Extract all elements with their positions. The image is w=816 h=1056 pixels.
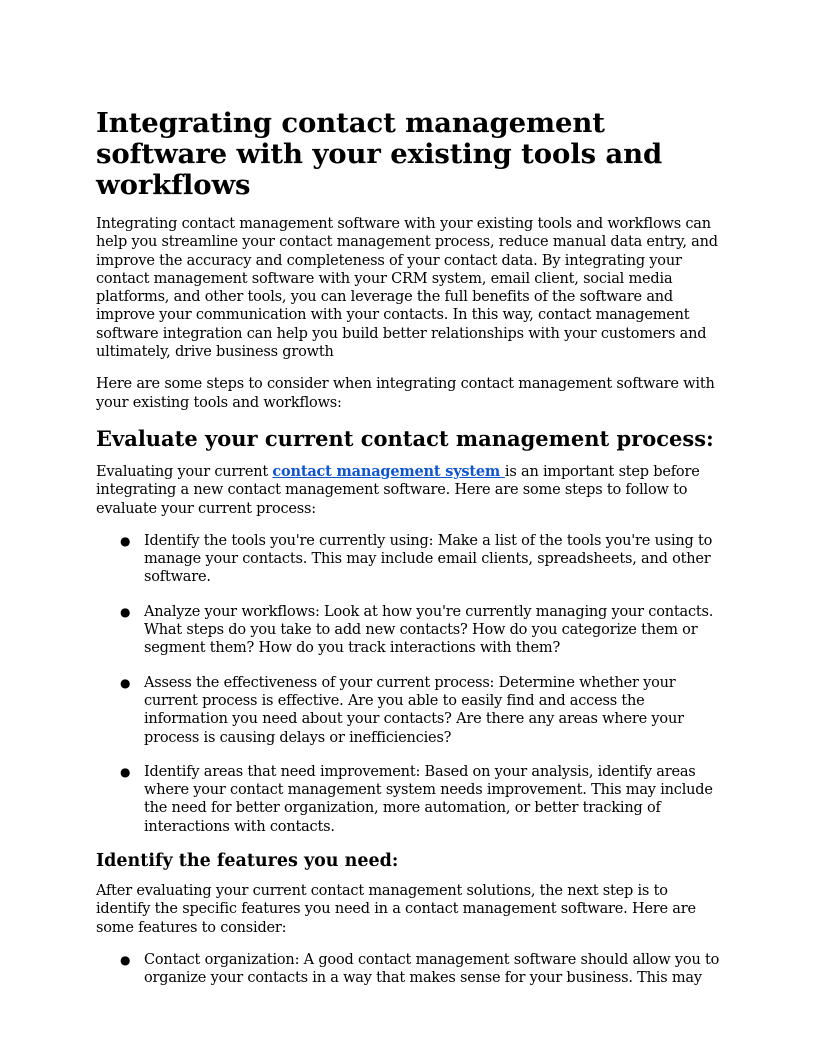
bullet-icon: ● [120, 533, 131, 548]
bullet-icon: ● [120, 604, 131, 619]
steps-intro-paragraph: Here are some steps to consider when integrating contact management software with your existing tools and workflows: [96, 376, 715, 411]
list-item [96, 951, 720, 988]
section-heading-evaluate: Evaluate your current contact management process: [96, 425, 714, 451]
section-heading-features: Identify the features you need: [96, 851, 399, 872]
list-item-text: Assess the effectiveness of your current process: Determine whether your current process is effective. Are you able to easily find and access the information you need about your contacts? Are there any areas where your process is causing delays or inefficiencies? [144, 674, 684, 746]
list-item [96, 603, 720, 658]
list-item [96, 674, 720, 747]
list-item [96, 763, 720, 836]
bullet-icon: ● [120, 764, 131, 779]
list-item [96, 532, 720, 587]
evaluate-paragraph [96, 463, 720, 518]
list-item-text: Identify the tools you're currently using: Make a list of the tools you're using to manage your contacts. This may include email clients, spreadsheets, and other software. [144, 532, 713, 586]
bullet-icon: ● [120, 675, 131, 690]
list-item-text: Contact organization: A good contact management software should allow you to organize your contacts in a way that makes sense for your business. This may [144, 951, 720, 987]
features-paragraph: After evaluating your current contact management solutions, the next step is to identify the specific features you need in a contact management software. Here are some features to consider: [96, 883, 696, 936]
features-bullet-list [96, 951, 720, 988]
bullet-icon: ● [120, 952, 131, 967]
intro-paragraph: Integrating contact management software with your existing tools and workflows can help you streamline your contact management process, reduce manual data entry, and improve the accuracy and completeness of your contact data. By integrating your contact management software with your CRM system, email client, social media platforms, and other tools, you can leverage the full benefits of the software and improve your communication with your contacts. In this way, contact management software integration can help you build better relationships with your customers and ultimately, drive business growth [96, 216, 718, 361]
list-item-text: Identify areas that need improvement: Based on your analysis, identify areas where your contact management system needs improvement. This may include the need for better organization, more automation, or better tracking of interactions with contacts. [144, 763, 713, 835]
contact-management-system-link[interactable]: contact management system [272, 462, 505, 480]
evaluate-paragraph-end: is an important step before integrating a new contact management software. Here are some steps to follow to evaluate your current process: [96, 463, 700, 517]
evaluate-paragraph-start: Evaluating your current [96, 463, 273, 480]
evaluate-bullet-list [96, 532, 720, 836]
list-item-text: Analyze your workflows: Look at how you're currently managing your contacts. What steps do you take to add new contacts? How do you categorize them or segment them? How do you track interactions with them? [144, 603, 714, 657]
page-title: Integrating contact management software with your existing tools and workflows [96, 107, 663, 201]
